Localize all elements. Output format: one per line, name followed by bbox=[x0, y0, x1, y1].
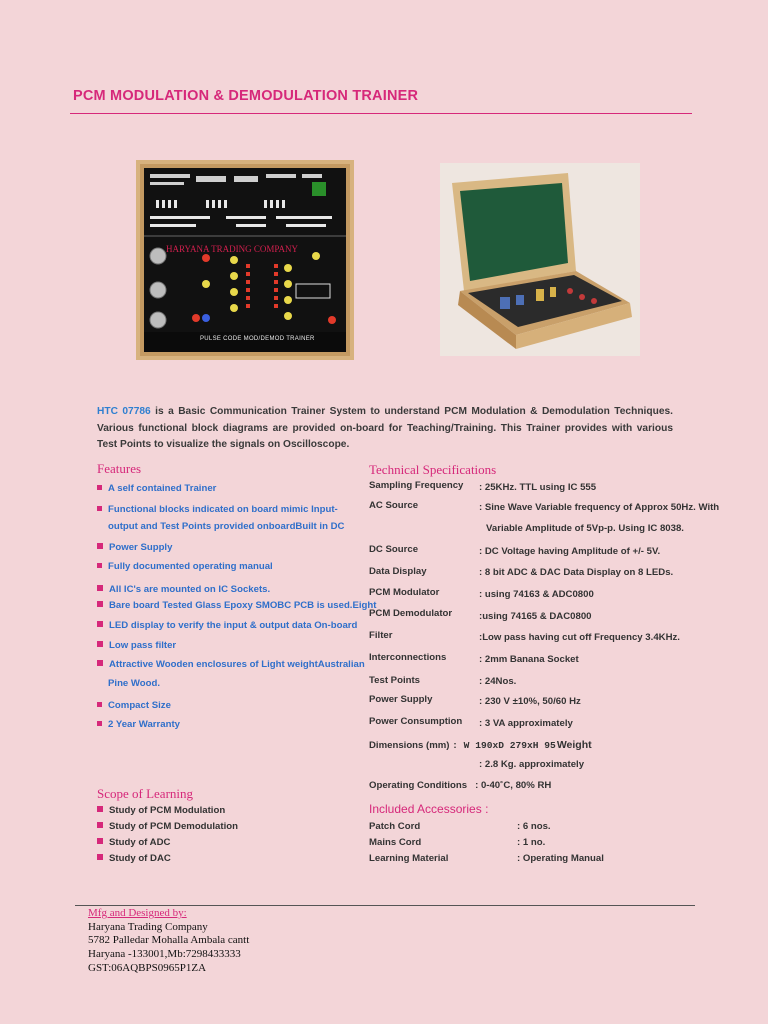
feature-item: LED display to verify the input & output data On-board bbox=[97, 620, 357, 631]
spec-value-ac-source-continued: Variable Amplitude of 5Vp-p. Using IC 8038. bbox=[486, 523, 684, 534]
intro-paragraph bbox=[97, 404, 673, 454]
feature-item: 2 Year Warranty bbox=[97, 719, 180, 730]
accessory-label: Learning Material bbox=[369, 853, 449, 864]
spec-value-sampling-frequency: : 25KHz. TTL using IC 555 bbox=[479, 482, 597, 493]
manufacturer-block bbox=[88, 907, 249, 976]
feature-item: A self contained Trainer bbox=[97, 483, 216, 494]
spec-label-power-consumption: Power Consumption bbox=[369, 716, 463, 727]
spec-label-power-supply: Power Supply bbox=[369, 694, 433, 705]
spec-label-operating-conditions: Operating Conditions : 0-40˚C, 80% RH bbox=[369, 780, 552, 791]
feature-item: Compact Size bbox=[97, 700, 171, 711]
features-heading: Features bbox=[97, 461, 142, 476]
spec-value-data-display: : 8 bit ADC & DAC Data Display on 8 LEDs. bbox=[479, 567, 674, 578]
spec-label-pcm-demodulator: PCM Demodulator bbox=[369, 608, 453, 619]
spec-value-weight: : 2.8 Kg. approximately bbox=[479, 759, 585, 770]
spec-value-test-points: : 24Nos. bbox=[479, 676, 517, 687]
bullet-icon bbox=[97, 506, 102, 511]
model-number: HTC 07786 bbox=[97, 406, 151, 417]
spec-label-dc-source: DC Source bbox=[369, 544, 419, 555]
bullet-icon bbox=[97, 601, 103, 607]
spec-label-pcm-modulator: PCM Modulator bbox=[369, 587, 440, 598]
wooden-box-photo bbox=[440, 163, 640, 356]
feature-item: Low pass filter bbox=[97, 640, 176, 651]
accessory-value: : Operating Manual bbox=[517, 853, 604, 864]
accessory-value: : 6 nos. bbox=[517, 821, 551, 832]
accessory-label: Mains Cord bbox=[369, 837, 422, 848]
spec-value-operating-conditions: : 0-40˚C, 80% RH bbox=[475, 780, 552, 791]
footer-divider bbox=[75, 905, 695, 906]
bullet-icon bbox=[97, 641, 103, 647]
spec-value-pcm-demodulator: :using 74165 & DAC0800 bbox=[479, 611, 592, 622]
spec-value-dimensions: : W 190xD 279xH 95 bbox=[452, 740, 556, 751]
manufacturer-line: Haryana -133001,Mb:7298433333 bbox=[88, 948, 241, 961]
bullet-icon bbox=[97, 721, 102, 726]
spec-value-dc-source: : DC Voltage having Amplitude of +/- 5V. bbox=[479, 546, 661, 557]
scope-item: Study of DAC bbox=[97, 853, 171, 864]
spec-value-power-consumption: : 3 VA approximately bbox=[479, 718, 573, 729]
wooden-box-graphic bbox=[440, 163, 640, 356]
scope-item: Study of PCM Demodulation bbox=[97, 821, 238, 832]
accessory-value: : 1 no. bbox=[517, 837, 546, 848]
spec-label-interconnections: Interconnections bbox=[369, 652, 447, 663]
bullet-icon bbox=[97, 585, 103, 591]
trainer-photo bbox=[136, 160, 354, 360]
spec-label-dimensions: Dimensions (mm) : W 190xD 279xH 95Weight bbox=[369, 739, 592, 751]
manufacturer-heading: Mfg and Designed by: bbox=[88, 907, 187, 919]
accessory-label: Patch Cord bbox=[369, 821, 421, 832]
watermark-text: HARYANA TRADING COMPANY bbox=[166, 244, 299, 254]
bullet-icon bbox=[97, 822, 103, 828]
spec-value-filter: :Low pass having cut off Frequency 3.4KHz. bbox=[479, 632, 680, 643]
feature-item: All IC's are mounted on IC Sockets. bbox=[97, 584, 270, 595]
spec-label-filter: Filter bbox=[369, 630, 393, 641]
spec-label-ac-source: AC Source bbox=[369, 500, 419, 511]
trainer-board-graphic bbox=[136, 160, 354, 360]
feature-item: Functional blocks indicated on board mimic Input- bbox=[97, 504, 338, 515]
scope-item: Study of ADC bbox=[97, 837, 170, 848]
bullet-icon bbox=[97, 660, 103, 666]
spec-value-pcm-modulator: : using 74163 & ADC0800 bbox=[479, 589, 594, 600]
spec-value-ac-source: : Sine Wave Variable frequency of Approx 50Hz. With bbox=[479, 502, 720, 513]
bullet-icon bbox=[97, 838, 103, 844]
panel-label: PULSE CODE MOD/DEMOD TRAINER bbox=[200, 336, 315, 342]
feature-item: Attractive Wooden enclosures of Light weightAustralian bbox=[97, 659, 365, 670]
bullet-icon bbox=[97, 621, 103, 627]
specs-heading: Technical Specifications bbox=[369, 462, 497, 477]
manufacturer-line: GST:06AQBPS0965P1ZA bbox=[88, 961, 207, 974]
bullet-icon bbox=[97, 702, 102, 707]
spec-label-test-points: Test Points bbox=[369, 675, 420, 686]
spec-weight-label: Weight bbox=[556, 739, 592, 751]
title-divider bbox=[70, 113, 692, 114]
page-title: PCM MODULATION & DEMODULATION TRAINER bbox=[73, 88, 419, 104]
feature-item: Bare board Tested Glass Epoxy SMOBC PCB is used.Eight bbox=[97, 600, 376, 611]
feature-item: Power Supply bbox=[97, 542, 172, 553]
feature-item-continued: Pine Wood. bbox=[108, 678, 161, 689]
bullet-icon bbox=[97, 485, 102, 490]
spec-label-sampling-frequency: Sampling Frequency bbox=[369, 480, 464, 491]
feature-item-continued: output and Test Points provided onboardBuilt in DC bbox=[108, 521, 345, 532]
bullet-icon bbox=[97, 543, 103, 549]
feature-item: Fully documented operating manual bbox=[97, 561, 273, 572]
spec-value-interconnections: : 2mm Banana Socket bbox=[479, 654, 579, 665]
manufacturer-line: Haryana Trading Company bbox=[88, 920, 208, 933]
spec-value-power-supply: : 230 V ±10%, 50/60 Hz bbox=[479, 696, 581, 707]
scope-item: Study of PCM Modulation bbox=[97, 805, 225, 816]
intro-text: is a Basic Communication Trainer System to understand PCM Modulation & Demodulation Techniques. Various functional block diagrams are provided on-board for Teaching/Training. This Trainer provides with various Test Points to visualize the signals on Oscilloscope. bbox=[97, 406, 673, 450]
spec-label-data-display: Data Display bbox=[369, 566, 427, 577]
bullet-icon bbox=[97, 854, 103, 860]
scope-heading: Scope of Learning bbox=[97, 786, 194, 801]
bullet-icon bbox=[97, 563, 102, 568]
accessories-heading: Included Accessories : bbox=[369, 802, 489, 816]
bullet-icon bbox=[97, 806, 103, 812]
manufacturer-line: 5782 Palledar Mohalla Ambala cantt bbox=[88, 934, 250, 947]
